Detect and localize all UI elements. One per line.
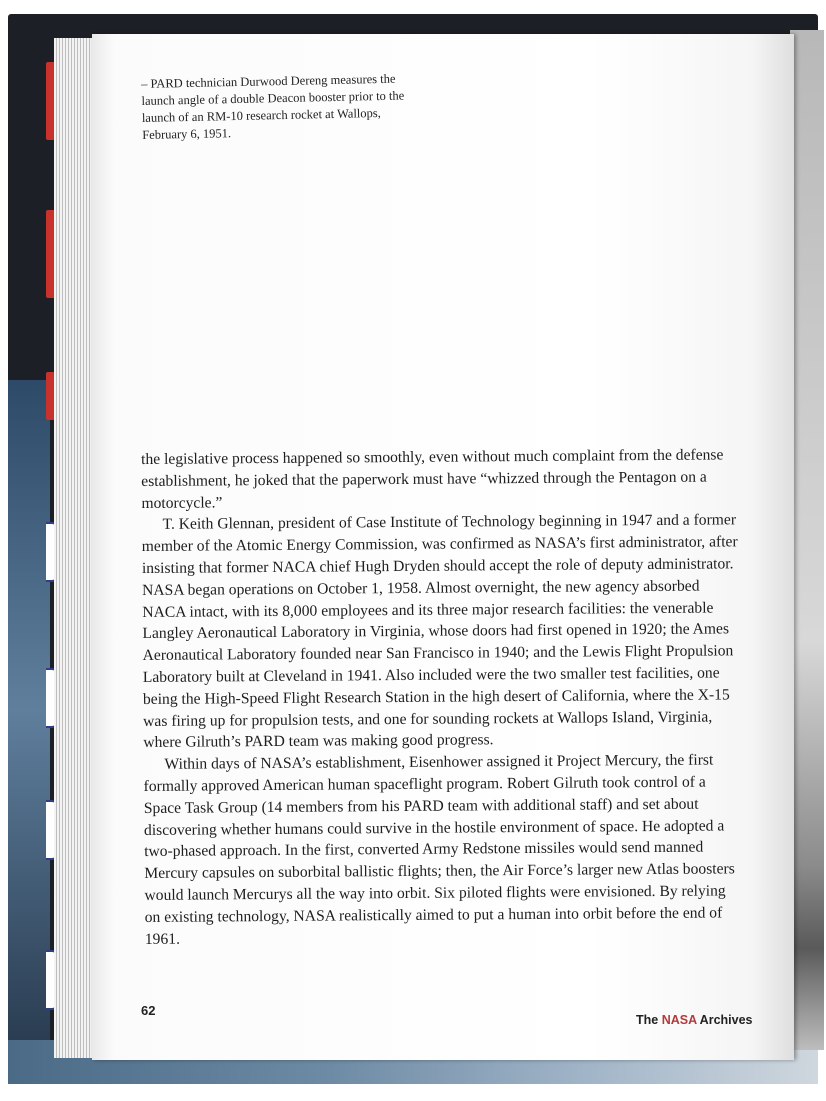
footer-suffix: Archives bbox=[696, 1013, 753, 1027]
back-page-photo-edge bbox=[8, 380, 50, 1040]
body-text bbox=[141, 444, 745, 950]
page-stack bbox=[54, 38, 92, 1058]
footer-highlight: NASA bbox=[661, 1013, 697, 1027]
paragraph: Within days of NASA’s establishment, Eisenhower assigned it Project Mercury, the first formally approved American human spaceflight program. Robert Gilruth took control of a Space Task Group (14 members from his PARD team with additional staff) and set about discovering whether humans could survive in the hostile environment of space. He adopted a two-phased approach. In the first, converted Army Redstone missiles would send manned Mercury capsules on suborbital ballistic flights; then, the Air Force’s larger new Atlas boosters would launch Mercurys all the way into orbit. Six piloted flights were envisioned. By relying on existing technology, NASA realistically aimed to put a human into orbit before the end of 1961. bbox=[143, 751, 735, 948]
footer-prefix: The bbox=[636, 1013, 662, 1027]
facing-page-photo bbox=[790, 30, 824, 1050]
page-number: 62 bbox=[141, 1003, 156, 1018]
photo-caption: – PARD technician Durwood Dereng measures the launch angle of a double Deacon booster prior to the launch of an RM-10 research rocket at Wallops, February 6, 1951. bbox=[141, 71, 405, 142]
paragraph: T. Keith Glennan, president of Case Institute of Technology beginning in 1947 and a former member of the Atomic Energy Commission, was confirmed as NASA’s first administrator, after insisting that former NACA chief Hugh Dryden should accept the role of deputy administrator. NASA began operations on October 1, 1958. Almost overnight, the new agency absorbed NACA intact, with its 8,000 employees and its three major research facilities: the venerable Langley Aeronautical Laboratory in Virginia, whose doors had first opened in 1920; the Ames Aeronautical Laboratory founded near San Francisco in 1940; and the Lewis Flight Propulsion Laboratory built at Cleveland in 1941. Also included were the two smaller test facilities, one being the High-Speed Flight Research Station in the high desert of California, where the X-15 was firing up for propulsion tests, and one for sounding rockets at Wallops Island, Virginia, where Gilruth’s PARD team was making good progress. bbox=[141, 511, 738, 752]
running-footer bbox=[636, 1013, 753, 1027]
paragraph: the legislative process happened so smoothly, even without much complaint from the defense establishment, he joked that the paperwork must have “whizzed through the Pentagon on a motorcycle.” bbox=[141, 446, 724, 512]
